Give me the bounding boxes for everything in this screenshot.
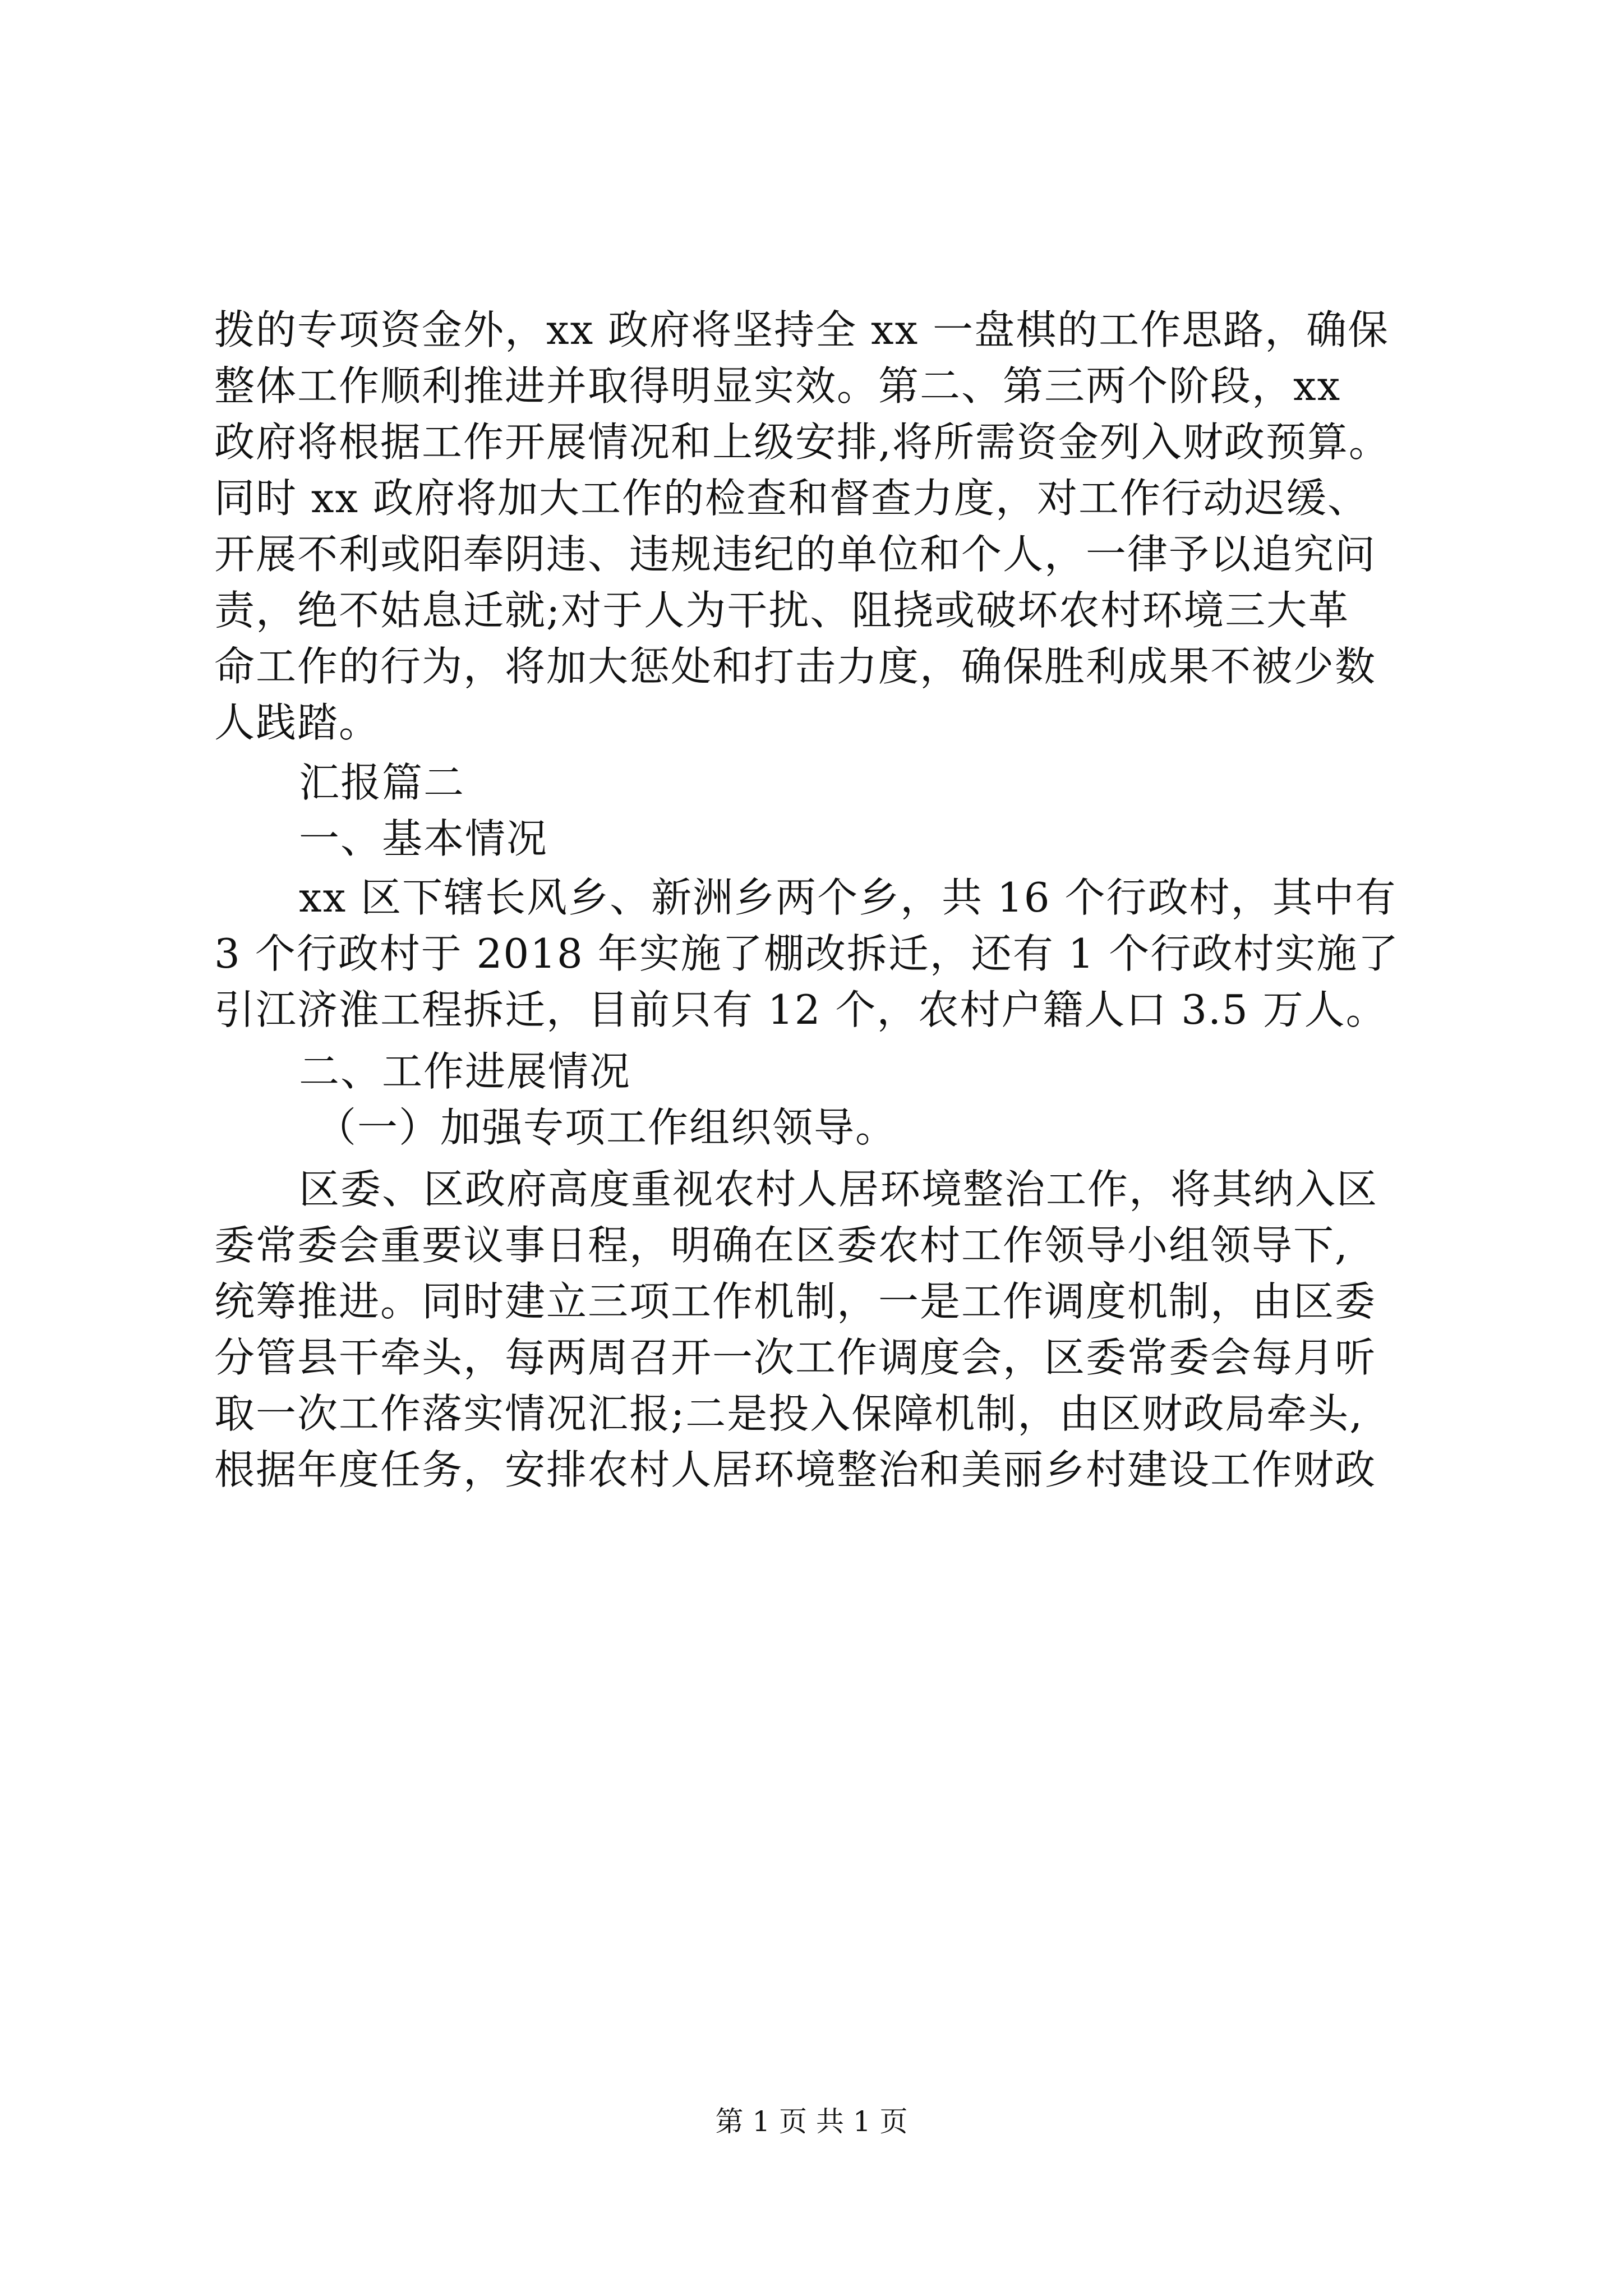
section-heading-progress: 二、工作进展情况 xyxy=(299,1048,631,1095)
paragraph-1-line-4: 同时 xx 政府将加大工作的检查和督查力度，对工作行动迟缓、 xyxy=(214,475,1369,522)
paragraph-1-line-6: 责，绝不姑息迁就;对于人为干扰、阻挠或破坏农村环境三大革 xyxy=(214,587,1350,634)
paragraph-2-line-1: xx 区下辖长风乡、新洲乡两个乡，共 16 个行政村，其中有 xyxy=(299,874,1397,921)
section-heading-basic-situation: 一、基本情况 xyxy=(299,815,548,862)
paragraph-3-line-3: 统筹推进。同时建立三项工作机制，一是工作调度机制，由区委 xyxy=(214,1278,1377,1325)
paragraph-3-line-6: 根据年度任务，安排农村人居环境整治和美丽乡村建设工作财政 xyxy=(214,1446,1377,1493)
paragraph-1-line-5: 开展不利或阳奉阴违、违规违纪的单位和个人，一律予以追究问 xyxy=(214,531,1377,578)
report-heading: 汇报篇二 xyxy=(299,759,465,806)
subsection-heading-leadership: （一）加强专项工作组织领导。 xyxy=(316,1104,897,1151)
paragraph-3-line-1: 区委、区政府高度重视农村人居环境整治工作，将其纳入区 xyxy=(299,1166,1378,1213)
page-footer: 第 1 页 共 1 页 xyxy=(715,2105,908,2138)
paragraph-1-line-7: 命工作的行为，将加大惩处和打击力度，确保胜利成果不被少数 xyxy=(214,643,1377,690)
paragraph-1-line-8: 人践踏。 xyxy=(214,699,381,746)
paragraph-1-line-2: 整体工作顺利推进并取得明显实效。第二、第三两个阶段，xx xyxy=(214,362,1341,409)
paragraph-1-line-1: 拨的专项资金外，xx 政府将坚持全 xx 一盘棋的工作思路，确保 xyxy=(214,306,1390,353)
paragraph-3-line-4: 分管县干牵头，每两周召开一次工作调度会，区委常委会每月听 xyxy=(214,1334,1377,1381)
paragraph-2-line-3: 引江济淮工程拆迁，目前只有 12 个，农村户籍人口 3.5 万人。 xyxy=(214,986,1387,1033)
paragraph-3-line-2: 委常委会重要议事日程，明确在区委农村工作领导小组领导下, xyxy=(214,1222,1349,1269)
paragraph-1-line-3: 政府将根据工作开展情况和上级安排,将所需资金列入财政预算。 xyxy=(214,418,1390,466)
paragraph-2-line-2: 3 个行政村于 2018 年实施了棚改拆迁，还有 1 个行政村实施了 xyxy=(214,930,1400,977)
paragraph-3-line-5: 取一次工作落实情况汇报;二是投入保障机制，由区财政局牵头, xyxy=(214,1390,1364,1437)
